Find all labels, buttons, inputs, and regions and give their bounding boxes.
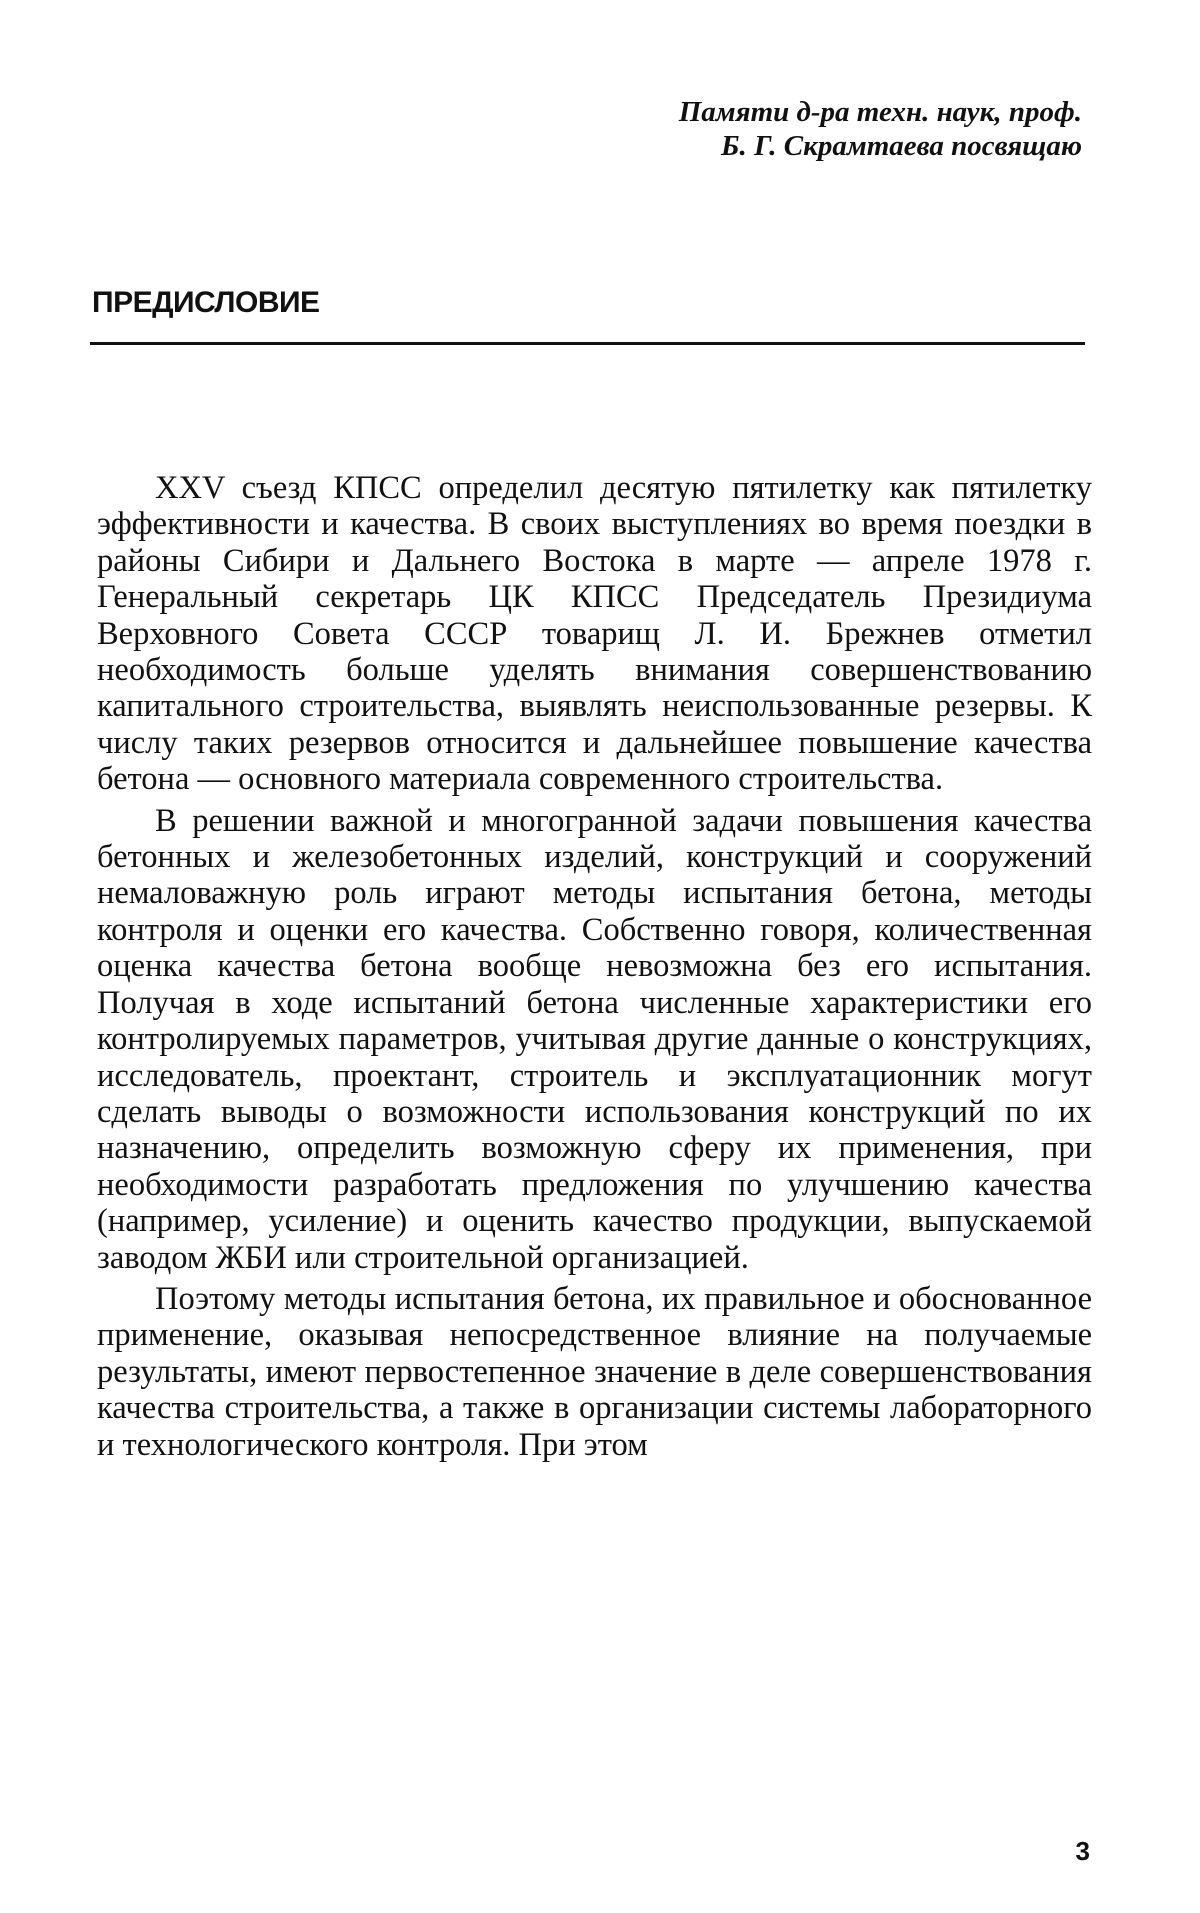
epigraph-line-1: Памяти д-ра техн. наук, проф. [678, 96, 1082, 128]
page-number: 3 [1075, 1836, 1090, 1866]
section-heading: ПРЕДИСЛОВИЕ [92, 286, 320, 319]
paragraph: Поэтому методы испытания бетона, их правильное и обоснованное применение, оказывая непосредственное влияние на получаемые результаты, имеют первостепенное значение в деле совершенствования качества строительства, а также в организации системы лабораторного и технологического контроля. При этом [97, 1280, 1092, 1463]
body-text [97, 470, 1092, 1468]
epigraph-line-2: Б. Г. Скрамтаева посвящаю [721, 130, 1082, 162]
paragraph: В решении важной и многогранной задачи повышения качества бетонных и железобетонных изделий, конструкций и сооружений немаловажную роль играют методы испытания бетона, методы контроля и оценки его качества. Собственно говоря, количественная оценка качества бетона вообще невозможна без его испытания. Получая в ходе испытаний бетона численные характеристики его контролируемых параметров, учитывая другие данные о конструкциях, исследователь, проектант, строитель и эксплуатационник могут сделать выводы о возможности использования конструкций по их назначению, определить возможную сферу их применения, при необходимости разработать предложения по улучшению качества (например, усиление) и оценить качество продукции, выпускаемой заводом ЖБИ или строительной организацией. [97, 802, 1092, 1276]
paragraph: XXV съезд КПСС определил десятую пятилетку как пятилетку эффективности и качества. В своих выступлениях во время поездки в районы Сибири и Дальнего Востока в марте — апреле 1978 г. Генеральный секретарь ЦК КПСС Председатель Президиума Верховного Совета СССР товарищ Л. И. Брежнев отметил необходимость больше уделять внимания совершенствованию капитального строительства, выявлять неиспользованные резервы. К числу таких резервов относится и дальнейшее повышение качества бетона — основного материала современного строительства. [97, 470, 1092, 798]
heading-divider [90, 342, 1085, 345]
epigraph [522, 95, 1082, 163]
